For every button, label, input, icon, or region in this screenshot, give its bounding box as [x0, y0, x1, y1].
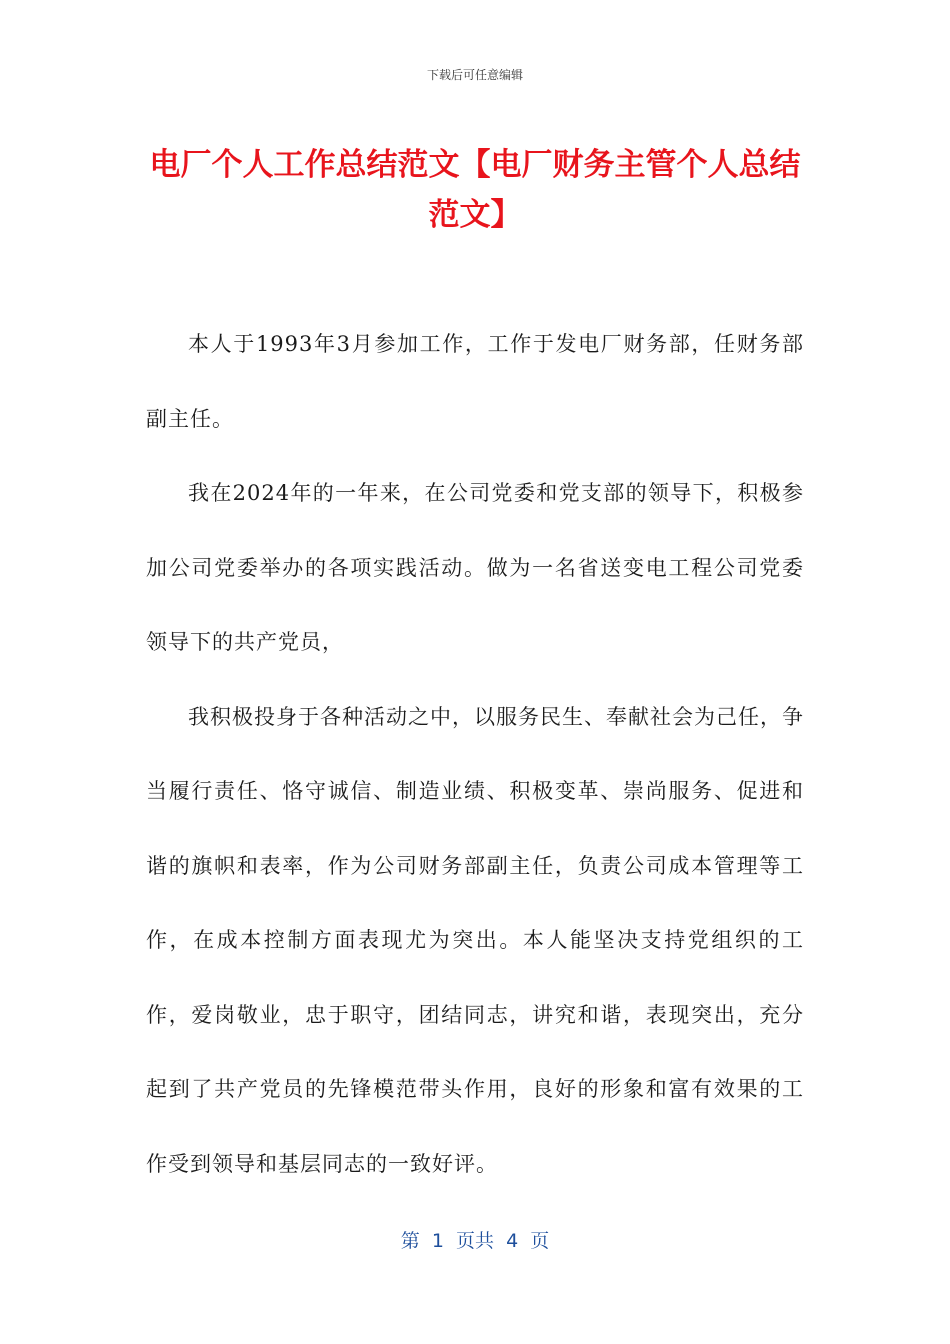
page-footer: 第 1 页共 4 页 [400, 1230, 550, 1252]
paragraph-3: 我积极投身于各种活动之中，以服务民生、奉献社会为己任，争当履行责任、恪守诚信、制造业绩、积极变革、崇尚服务、促进和谐的旗帜和表率，作为公司财务部副主任，负责公司成本管理等工作，在成本控制方面表现尤为突出。本人能坚决支持党组织的工作，爱岗敬业，忠于职守，团结同志，讲究和谐，表现突出，充分起到了共产党员的先锋模范带头作用，良好的形象和富有效果的工作受到领导和基层同志的一致好评。 [146, 704, 804, 1176]
document-body [146, 307, 804, 1201]
paragraph-1: 本人于1993年3月参加工作，工作于发电厂财务部，任财务部副主任。 [146, 332, 804, 431]
paragraph-2: 我在2024年的一年来，在公司党委和党支部的领导下，积极参加公司党委举办的各项实践活动。做为一名省送变电工程公司党委领导下的共产党员， [146, 481, 804, 654]
header-note: 下载后可任意编辑 [426, 68, 523, 82]
document-title: 电厂个人工作总结范文【电厂财务主管个人总结范文】 [149, 147, 801, 233]
